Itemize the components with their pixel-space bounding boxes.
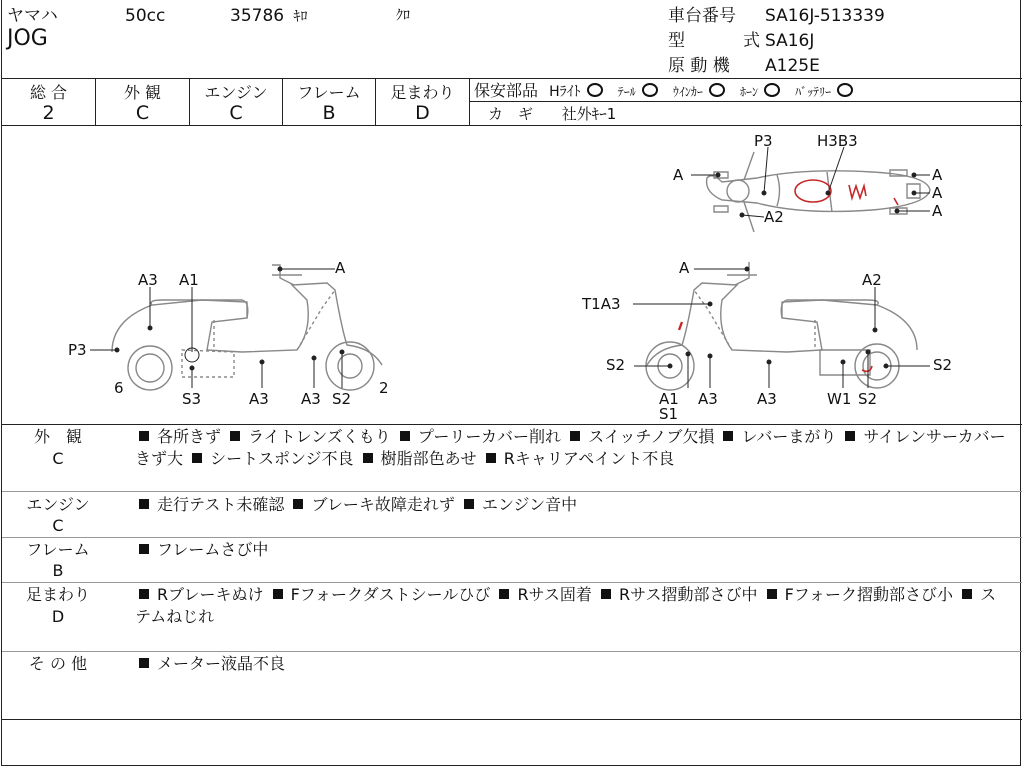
mileage-unit: ｷﾛ xyxy=(293,9,308,25)
label-6: 6 xyxy=(114,379,124,397)
mileage-value: 35786 xyxy=(230,6,285,26)
inspection-sheet xyxy=(1,0,1021,766)
remark-item: 樹脂部色あせ xyxy=(380,449,477,468)
remark-item: メーター液晶不良 xyxy=(157,654,286,673)
label-a3: A3 xyxy=(301,390,321,408)
bullet-icon xyxy=(723,431,733,441)
remark-item: Rサス固着 xyxy=(517,585,592,604)
scooter-top-view xyxy=(707,152,930,232)
remark-item: Rブレーキぬけ xyxy=(157,585,264,604)
section-suspension-grade: D xyxy=(51,607,65,626)
right-view-leaders xyxy=(633,267,930,388)
grade-exterior-label: 外 観 xyxy=(123,83,162,102)
remark-item: フレームさび中 xyxy=(157,540,269,559)
bullet-icon xyxy=(486,453,496,463)
bullet-icon xyxy=(293,499,303,509)
label-w1: W1 xyxy=(827,390,852,408)
label-s2: S2 xyxy=(606,356,626,374)
remark-item: Rサス摺動部さび中 xyxy=(619,585,758,604)
damage-diagram xyxy=(2,126,1022,424)
remark-item: Fフォークダストシールひび xyxy=(290,585,491,604)
section-frame-items xyxy=(135,539,1010,561)
ok-circle-icon xyxy=(764,83,780,97)
bullet-icon xyxy=(273,589,283,599)
label-s1: S1 xyxy=(659,405,679,423)
remark-item: 各所きず xyxy=(157,427,222,446)
remark-item: 走行テスト未確認 xyxy=(157,495,285,514)
section-frame-grade: B xyxy=(52,561,64,580)
bullet-icon xyxy=(139,431,149,441)
bullet-icon xyxy=(139,589,149,599)
ok-circle-icon xyxy=(587,83,603,97)
grade-frame-value: B xyxy=(322,102,336,124)
label-s2: S2 xyxy=(332,390,352,408)
divider xyxy=(2,424,1022,425)
bullet-icon xyxy=(400,431,410,441)
label-a3: A3 xyxy=(249,390,269,408)
label-a: A xyxy=(335,259,346,277)
frame-no: SA16J-513339 xyxy=(765,6,885,26)
label-a: A xyxy=(932,166,943,184)
damage-marks xyxy=(795,180,898,205)
remark-item: シートスポンジ不良 xyxy=(210,449,354,468)
divider xyxy=(2,719,1022,720)
maker: ヤマハ xyxy=(7,6,58,26)
label-a: A xyxy=(679,259,690,277)
damage-mark xyxy=(679,322,682,330)
divider xyxy=(2,537,1022,538)
bullet-icon xyxy=(499,589,509,599)
label-a: A xyxy=(932,202,943,220)
bullet-icon xyxy=(363,453,373,463)
label-a: A xyxy=(932,184,943,202)
grade-engine-value: C xyxy=(229,102,243,124)
remark-item: Rキャリアペイント不良 xyxy=(503,449,675,468)
bullet-icon xyxy=(139,658,149,668)
bullet-icon xyxy=(139,499,149,509)
remark-item: スイッチノブ欠損 xyxy=(588,427,715,446)
safety-parts xyxy=(474,81,863,102)
displacement: 50cc xyxy=(125,6,166,26)
remark-item: ライトレンズくもり xyxy=(248,427,391,446)
ok-circle-icon xyxy=(837,83,853,97)
safety-horn: ﾎｰﾝ xyxy=(739,85,758,99)
label-a: A xyxy=(673,166,684,184)
label-p3: P3 xyxy=(68,341,87,359)
remark-item: Fフォーク摺動部さび小 xyxy=(784,585,953,604)
model-type: SA16J xyxy=(765,31,815,51)
safety-taillight: ﾃｰﾙ xyxy=(617,85,636,99)
remark-item: プーリーカバー削れ xyxy=(417,427,562,446)
label-s2: S2 xyxy=(858,390,878,408)
grade-overall-label: 総 合 xyxy=(29,83,68,102)
bullet-icon xyxy=(767,589,777,599)
vehicle-color: ｸﾛ xyxy=(396,8,410,24)
remark-item: エンジン音中 xyxy=(481,495,578,514)
bullet-icon xyxy=(192,453,202,463)
model-name: JOG xyxy=(7,26,48,51)
remark-item: ブレーキ故障走れず xyxy=(311,495,455,514)
divider xyxy=(2,582,1022,583)
frame-no-label: 車台番号 xyxy=(668,6,736,26)
grade-frame-label: フレーム xyxy=(297,83,361,102)
label-a3: A3 xyxy=(698,390,718,408)
section-engine-label: エンジン xyxy=(26,495,90,514)
bullet-icon xyxy=(230,431,240,441)
safety-headlight: Hﾗｲﾄ xyxy=(549,84,581,100)
key-info xyxy=(488,104,616,124)
divider xyxy=(2,491,1022,492)
divider xyxy=(469,78,470,125)
bullet-icon xyxy=(570,431,580,441)
section-engine-grade: C xyxy=(52,516,64,535)
section-suspension-items xyxy=(135,584,1010,628)
bullet-icon xyxy=(464,499,474,509)
safety-label: 保安部品 xyxy=(474,81,539,100)
label-s2: S2 xyxy=(933,356,953,374)
bullet-icon xyxy=(601,589,611,599)
section-suspension-label: 足まわり xyxy=(25,585,90,604)
ok-circle-icon xyxy=(709,83,725,97)
label-a3: A3 xyxy=(138,271,158,289)
bullet-icon xyxy=(139,544,149,554)
section-other-label: そ の 他 xyxy=(28,654,88,673)
label-s3: S3 xyxy=(182,390,202,408)
section-exterior-items xyxy=(135,426,1010,470)
label-t1a3: T1A3 xyxy=(582,295,621,313)
bullet-icon xyxy=(962,589,972,599)
section-engine-items xyxy=(135,494,1010,516)
safety-battery: ﾊﾞｯﾃﾘｰ xyxy=(795,85,832,99)
label-a2: A2 xyxy=(862,271,882,289)
label-a1: A1 xyxy=(659,390,679,408)
grade-suspension-value: D xyxy=(415,102,430,124)
divider xyxy=(2,651,1022,652)
model-type-label: 型 式 xyxy=(668,31,760,51)
label-a1: A1 xyxy=(179,271,199,289)
section-other-items xyxy=(135,653,1010,675)
safety-winker: ｳｲﾝｶｰ xyxy=(672,85,703,99)
label-a3: A3 xyxy=(757,390,777,408)
label-2: 2 xyxy=(379,379,389,397)
section-exterior-grade: C xyxy=(52,449,64,468)
label-h3b3: H3B3 xyxy=(817,132,858,150)
grade-suspension-label: 足まわり xyxy=(390,83,455,102)
remark-item: レバーまがり xyxy=(741,427,837,446)
section-frame-label: フレーム xyxy=(26,540,90,559)
grade-exterior-value: C xyxy=(135,102,150,124)
label-a2: A2 xyxy=(764,208,784,226)
engine-label: 原 動 機 xyxy=(668,56,730,76)
key-label: カ ギ xyxy=(488,105,534,123)
divider xyxy=(2,78,1022,79)
remark-item: ステムねじれ xyxy=(135,585,997,626)
label-p3: P3 xyxy=(754,132,773,150)
bullet-icon xyxy=(845,431,855,441)
section-exterior-label: 外 観 xyxy=(33,427,82,446)
grade-engine-label: エンジン xyxy=(204,83,268,102)
key-value: 社外ｷｰ1 xyxy=(561,105,617,123)
grade-overall-value: 2 xyxy=(42,102,55,124)
mileage xyxy=(230,6,308,27)
ok-circle-icon xyxy=(642,83,658,97)
remark-item: サイレンサーカバーきず大 xyxy=(135,427,1006,468)
engine-model: A125E xyxy=(765,56,820,76)
